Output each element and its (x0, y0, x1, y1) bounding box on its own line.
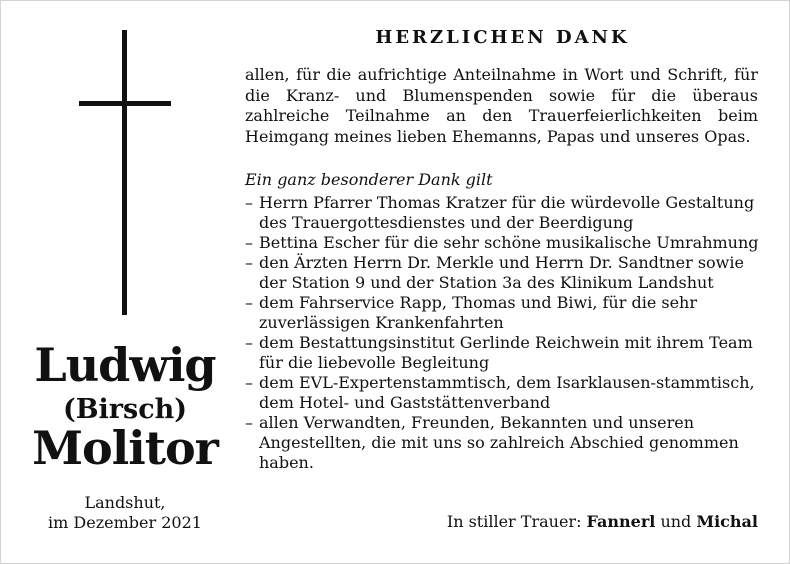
thanks-item: – Bettina Escher für die sehr schöne musikalische Umrahmung (245, 233, 760, 253)
deceased-nickname: (Birsch) (62, 394, 188, 425)
place-date (0, 493, 250, 533)
thanks-item: – allen Verwandten, Freunden, Bekannten und unseren Angestellten, die mit uns so zahlreich Abschied genommen haben. (245, 413, 760, 473)
place: Landshut, (84, 493, 166, 512)
signature-name-2: Michal (696, 512, 758, 531)
deceased-first-name: Ludwig (34, 338, 216, 392)
special-thanks-heading: Ein ganz besonderer Dank gilt (245, 170, 493, 189)
signature-prefix: In stiller Trauer: (446, 512, 587, 531)
cross-vertical-bar (122, 30, 127, 315)
thanks-item: – dem Fahrservice Rapp, Thomas und Biwi, für die sehr zuverlässigen Krankenfahrten (245, 293, 760, 333)
left-column (0, 0, 245, 564)
thanks-list (245, 193, 760, 473)
thanks-item: – Herrn Pfarrer Thomas Kratzer für die würdevolle Gestaltung des Trauergottesdienstes und der Beerdigung (245, 193, 760, 233)
date: im Dezember 2021 (48, 513, 202, 532)
deceased-last-name: Molitor (32, 421, 218, 475)
notice-heading: HERZLICHEN DANK (375, 27, 630, 48)
signature-conjunction: und (655, 512, 697, 531)
thanks-item: – den Ärzten Herrn Dr. Merkle und Herrn Dr. Sandtner sowie der Station 9 und der Station 3a des Klinikum Landshut (245, 253, 760, 293)
signature-name-1: Fannerl (586, 512, 656, 531)
thanks-item: – dem Bestattungsinstitut Gerlinde Reichwein mit ihrem Team für die liebevolle Begleitung (245, 333, 760, 373)
thanks-item: – dem EVL-Expertenstammtisch, dem Isarklausen-stammtisch, dem Hotel- und Gaststättenverband (245, 373, 760, 413)
signature (447, 512, 758, 531)
intro-text: allen, für die aufrichtige Anteilnahme in Wort und Schrift, für die Kranz- und Blumenspenden sowie für die überaus zahlreiche Teilnahme an den Trauerfeierlichkeiten beim Heimgang meines lieben Ehemanns, Papas und unseres Opas. (245, 65, 758, 146)
cross-horizontal-bar (79, 101, 171, 106)
